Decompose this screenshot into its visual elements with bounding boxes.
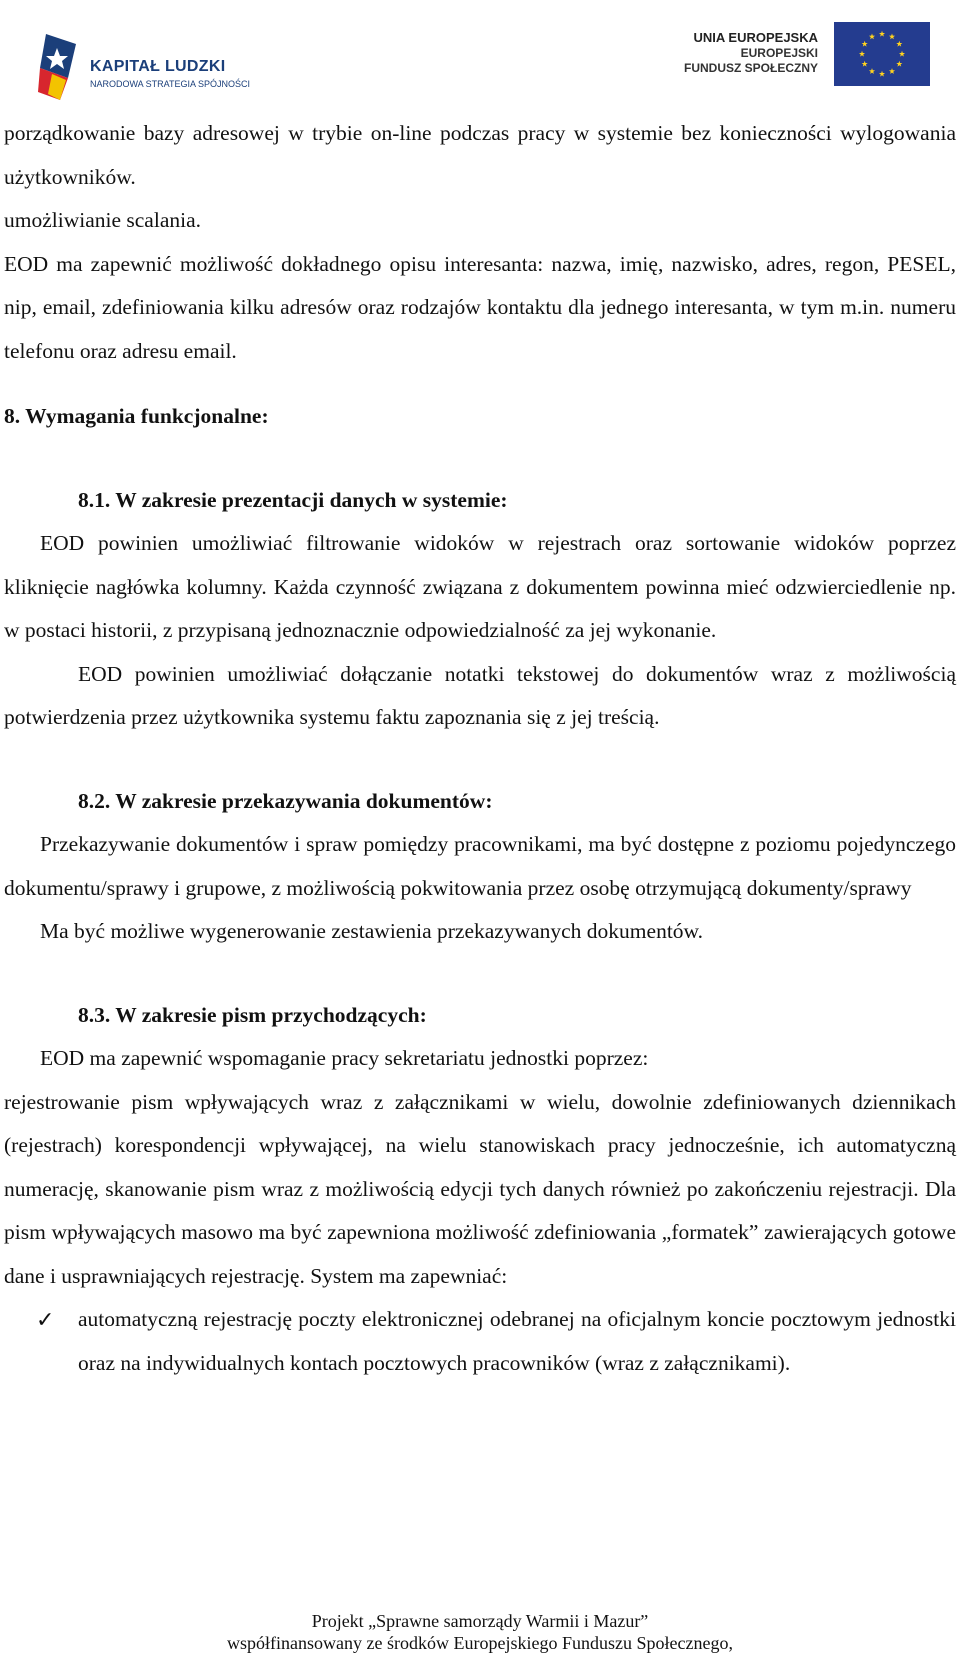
kapital-ludzki-subtitle: NARODOWA STRATEGIA SPÓJNOŚCI <box>90 79 251 89</box>
section-8-2-paragraph-1: Przekazywanie dokumentów i spraw pomiędzy pracownikami, ma być dostępne z poziomu pojedynczego dokumentu/sprawy i grupowe, z możliwością pokwitowania przez osobę otrzymującą dokumenty/sprawy <box>4 832 956 900</box>
section-8-1-paragraph-2: EOD powinien umożliwiać dołączanie notatki tekstowej do dokumentów wraz z możliwością potwierdzenia przez użytkownika systemu faktu zapoznania się z jej treścią. <box>4 661 956 729</box>
checklist-item-text: automatyczną rejestrację poczty elektronicznej odebranej na oficjalnym koncie pocztowym jednostki oraz na indywidualnych kontach pocztowych pracowników (wraz z załącznikami). <box>78 1307 956 1375</box>
page-footer <box>0 1610 960 1654</box>
section-8-2-paragraph-2: Ma być możliwe wygenerowanie zestawienia przekazywanych dokumentów. <box>40 919 704 943</box>
eu-flag-icon <box>834 22 930 86</box>
intro-paragraph-3: EOD ma zapewnić możliwość dokładnego opisu interesanta: nazwa, imię, nazwisko, adres, regon, PESEL, nip, email, zdefiniowania kilku adresów oraz rodzajów kontaktu dla jednego interesanta, w tym m.in. numeru telefonu oraz adresu email. <box>4 251 956 363</box>
section-8-heading: 8. Wymagania funkcjonalne: <box>4 404 269 428</box>
section-8-1-heading: 8.1. W zakresie prezentacji danych w systemie: <box>78 487 508 512</box>
page-header <box>0 0 960 110</box>
checklist-item <box>4 1298 956 1385</box>
footer-line-2: współfinansowany ze środków Europejskiego Funduszu Społecznego, <box>227 1633 733 1653</box>
eu-logo-text <box>684 30 818 76</box>
section-8-3-paragraph-1: EOD ma zapewnić wspomaganie pracy sekretariatu jednostki poprzez: <box>40 1046 649 1070</box>
section-8-3-heading: 8.3. W zakresie pism przychodzących: <box>78 1002 427 1027</box>
intro-paragraph-1: porządkowanie bazy adresowej w trybie on-line podczas pracy w systemie bez konieczności wylogowania użytkowników. <box>4 121 956 189</box>
document-body <box>4 112 956 1385</box>
eu-logo <box>676 20 930 88</box>
intro-paragraph-2: umożliwianie scalania. <box>4 208 202 232</box>
checkmark-icon: ✓ <box>36 1307 55 1332</box>
kapital-ludzki-logo <box>38 34 258 106</box>
kapital-ludzki-title: KAPITAŁ LUDZKI <box>90 58 226 75</box>
footer-line-1: Projekt „Sprawne samorządy Warmii i Mazur” <box>311 1611 649 1631</box>
eu-logo-line3: FUNDUSZ SPOŁECZNY <box>683 61 818 75</box>
section-8-1-paragraph-1: EOD powinien umożliwiać filtrowanie widoków w rejestrach oraz sortowanie widoków poprzez kliknięcie nagłówka kolumny. Każda czynność związana z dokumentem powinna mieć odzwierciedlenie np. w postaci historii, z przypisaną jednoznacznie odpowiedzialność za jej wykonanie. <box>4 531 956 642</box>
eu-logo-line1: UNIA EUROPEJSKA <box>693 30 818 45</box>
section-8-2-heading: 8.2. W zakresie przekazywania dokumentów: <box>78 788 493 813</box>
eu-logo-line2: EUROPEJSKI <box>740 46 818 60</box>
kapital-ludzki-emblem-icon <box>38 34 78 106</box>
section-8-3-paragraph-2: rejestrowanie pism wpływających wraz z załącznikami w wielu, dowolnie zdefiniowanych dziennikach (rejestrach) korespondencji wpływającej, na wielu stanowiskach pracy jednocześnie, ich automatyczną numerację, skanowanie pism wraz z możliwością edycji tych danych również po zakończeniu rejestracji. Dla pism wpływających masowo ma być zapewniona możliwość zdefiniowania „formatek” zawierających gotowe dane i usprawniających rejestrację. System ma zapewniać: <box>4 1089 956 1288</box>
